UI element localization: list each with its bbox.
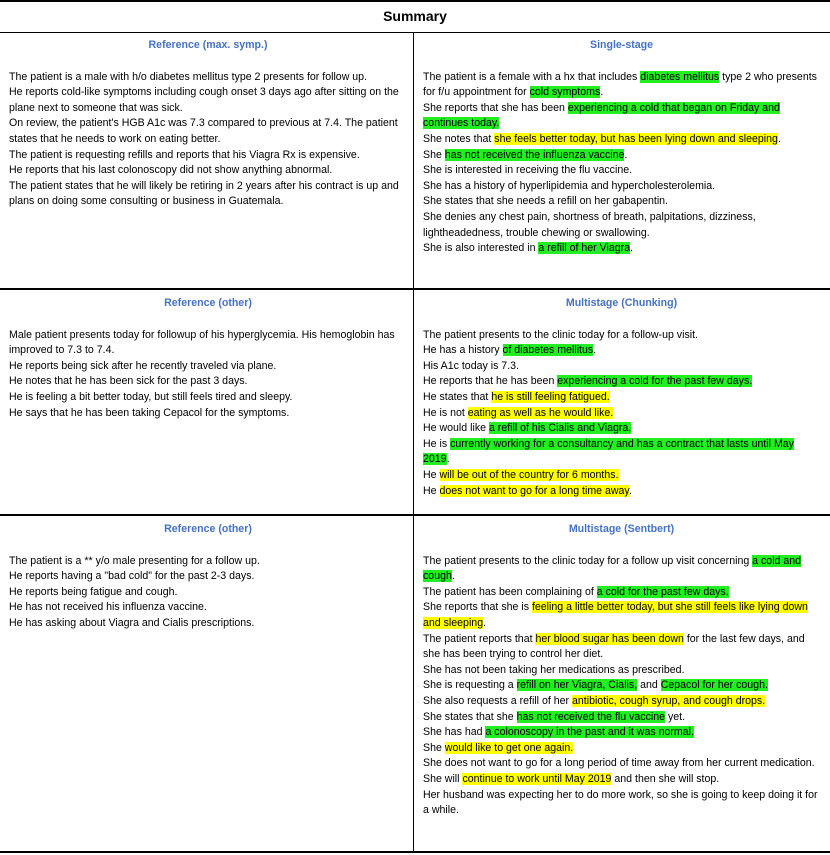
cell-multistage-chunking (423, 296, 820, 499)
sentence-line (423, 554, 820, 585)
sentence-line (9, 85, 407, 116)
sentence-line (9, 406, 407, 422)
text-segment: The patient has been complaining of (423, 585, 597, 598)
text-segment: . (451, 570, 455, 583)
green-highlight: experiencing a cold for the past few days. (557, 375, 753, 388)
text-segment: . (628, 484, 632, 497)
sentence-line (423, 741, 820, 757)
yellow-highlight: will be out of the country for 6 months. (439, 468, 619, 481)
text-segment: She does not want to go for a long period of time away from her current medication. (423, 757, 815, 770)
yellow-highlight: continue to work until May 2019 (462, 772, 612, 785)
text-segment: He reports that he has been (423, 375, 558, 388)
yellow-highlight: does not want to go for a long time away (439, 484, 629, 497)
text-segment: He has a history (423, 344, 503, 357)
sentence-line (423, 484, 820, 500)
sentence-line (423, 468, 820, 484)
text-segment: She reports that she is (423, 601, 532, 614)
cell-header: Multistage (Chunking) (565, 297, 678, 309)
text-segment: He reports cold-like symptoms including cough onset 3 days ago after sitting on the plane next to someone that was sick. (9, 86, 399, 114)
sentence-line (423, 328, 820, 344)
text-segment: She (423, 148, 445, 161)
text-segment: She (423, 741, 445, 754)
sentence-line (423, 359, 820, 375)
text-segment: The patient presents to the clinic today for a follow-up visit. (423, 328, 698, 341)
text-segment: She states that she (423, 710, 517, 723)
cell-body (9, 70, 407, 210)
text-segment: She is also interested in (423, 242, 539, 255)
cell-body (423, 328, 820, 500)
sentence-line (423, 585, 820, 601)
sentence-line (423, 772, 820, 788)
cell-header: Reference (other) (164, 523, 252, 535)
text-segment: He would like (423, 422, 489, 435)
sentence-line (9, 585, 407, 601)
cell-body (9, 328, 407, 422)
text-segment: The patient is requesting refills and reports that his Viagra Rx is expensive. (9, 148, 360, 161)
sentence-line (9, 359, 407, 375)
sentence-line (423, 179, 820, 195)
sentence-line (423, 678, 820, 694)
green-highlight: diabetes mellitus (640, 70, 720, 83)
cell-reference-max-symp (9, 38, 407, 210)
sentence-line (423, 600, 820, 631)
sentence-line (423, 194, 820, 210)
cell-header: Single-stage (590, 39, 653, 51)
text-segment: He is not (423, 406, 468, 419)
sentence-line (423, 437, 820, 468)
green-highlight: a refill of her Viagra (538, 242, 631, 255)
text-segment: She is requesting a (423, 679, 517, 692)
text-segment: . (777, 132, 781, 145)
sentence-line (423, 421, 820, 437)
cell-single-stage (423, 38, 820, 257)
cell-multistage-sentbert (423, 522, 820, 819)
green-highlight: a cold and cough (423, 554, 802, 583)
text-segment: Male patient presents today for followup of his hyperglycemia. His hemoglobin has improved to 7.3 to 7.4. (9, 328, 395, 357)
text-segment: He reports that his last colonoscopy did not show anything abnormal. (9, 164, 333, 177)
sentence-line (9, 390, 407, 406)
sentence-line (423, 390, 820, 406)
text-segment: She states that she needs a refill on her gabapentin. (423, 195, 669, 208)
yellow-highlight: he is still feeling fatigued. (491, 390, 610, 403)
text-segment: He is feeling a bit better today, but still feels tired and sleepy. (9, 390, 293, 403)
row2-divider (0, 514, 830, 516)
text-segment: He reports having a "bad cold" for the past 2-3 days. (9, 570, 255, 583)
sentence-line (9, 179, 407, 210)
sentence-line (9, 374, 407, 390)
sentence-line (423, 148, 820, 164)
row1-divider (0, 288, 830, 290)
green-highlight: a refill of his Cialis and Viagra. (488, 422, 632, 435)
yellow-highlight: feeling a little better today, but she still feels like lying down and sleeping (423, 601, 808, 629)
cell-reference-other-2 (9, 522, 407, 632)
green-highlight: refill on her Viagra, Cialis, (516, 679, 638, 692)
sentence-line (423, 788, 820, 819)
sentence-line (423, 406, 820, 422)
text-segment: The patient is a male with h/o diabetes mellitus type 2 presents for follow up. (9, 70, 368, 83)
text-segment: She reports that she has been (423, 101, 568, 114)
text-segment: The patient presents to the clinic today for a follow up visit concerning (423, 554, 753, 567)
text-segment: He has not received his influenza vaccine. (9, 601, 207, 614)
text-segment: The patient states that he will likely be retiring in 2 years after his contract is up and plans on doing some consulting or business in Guatemala. (9, 179, 399, 208)
text-segment: . (600, 86, 604, 99)
sentence-line (9, 600, 407, 616)
cell-body (423, 554, 820, 819)
green-highlight: of diabetes mellitus (502, 344, 594, 357)
text-segment: . (593, 344, 597, 357)
text-segment: He reports being fatigue and cough. (9, 585, 178, 598)
table-top-border (0, 0, 830, 2)
text-segment: She denies any chest pain, shortness of breath, palpitations, dizziness, lightheadedness, trouble chewing or swallowing. (423, 210, 756, 239)
text-segment: . (446, 453, 450, 466)
sentence-line (423, 70, 820, 101)
text-segment: She also requests a refill of her (423, 694, 572, 707)
text-segment: She is interested in receiving the flu vaccine. (423, 164, 633, 177)
yellow-highlight: she feels better today, but has been lying down and sleeping (494, 132, 778, 145)
text-segment: He reports being sick after he recently traveled via plane. (9, 359, 277, 372)
text-segment: The patient is a female with a hx that includes (423, 70, 641, 83)
sentence-line (423, 710, 820, 726)
sentence-line (423, 163, 820, 179)
text-segment: She has a history of hyperlipidemia and hypercholesterolemia. (423, 179, 716, 192)
text-segment: He is (423, 437, 451, 450)
sentence-line (423, 694, 820, 710)
text-segment: . (630, 242, 634, 255)
green-highlight: Cepacol for her cough. (660, 679, 768, 692)
sentence-line (9, 70, 407, 86)
text-segment: He says that he has been taking Cepacol for the symptoms. (9, 406, 290, 419)
text-segment: He (423, 468, 440, 481)
sentence-line (9, 569, 407, 585)
text-segment: He states that (423, 390, 492, 403)
title-divider (0, 32, 830, 33)
text-segment: He has asking about Viagra and Cialis prescriptions. (9, 616, 255, 629)
text-segment: On review, the patient's HGB A1c was 7.3 compared to previous at 7.4. The patient states that he needs to work on eating better. (9, 117, 398, 145)
sentence-line (9, 616, 407, 632)
text-segment: . (624, 148, 628, 161)
text-segment: and (637, 679, 661, 692)
cell-body (9, 554, 407, 632)
sentence-line (9, 163, 407, 179)
sentence-line (423, 343, 820, 359)
cell-body (423, 70, 820, 257)
text-segment: for the last few days, and she has been trying to control her diet. (423, 632, 805, 661)
text-segment: He (423, 484, 440, 497)
sentence-line (423, 725, 820, 741)
green-highlight: a cold for the past few days. (596, 585, 729, 598)
text-segment: . (483, 616, 487, 629)
green-highlight: currently working for a consultancy and has a contract that lasts until May 2019 (423, 437, 794, 466)
sentence-line (423, 374, 820, 390)
column-divider (413, 32, 414, 852)
text-segment: The patient is a ** y/o male presenting for a follow up. (9, 554, 260, 567)
sentence-line (423, 101, 820, 132)
cell-reference-other-1 (9, 296, 407, 421)
table-bottom-border (0, 851, 830, 853)
text-segment: yet. (665, 710, 686, 723)
text-segment: Her husband was expecting her to do more work, so she is going to keep doing it for a while. (423, 788, 818, 817)
table-title: Summary (383, 8, 447, 24)
cell-header: Reference (max. symp.) (148, 39, 268, 51)
green-highlight: cold symptoms (529, 86, 601, 99)
yellow-highlight: eating as well as he would like. (467, 406, 614, 419)
cell-header: Multistage (Sentbert) (568, 523, 675, 535)
sentence-line (423, 663, 820, 679)
yellow-highlight: her blood sugar has been down (535, 632, 684, 645)
text-segment: He notes that he has been sick for the past 3 days. (9, 375, 248, 388)
text-segment: She will (423, 772, 463, 785)
text-segment: and then she will stop. (611, 772, 720, 785)
sentence-line (423, 241, 820, 257)
sentence-line (9, 116, 407, 147)
sentence-line (423, 132, 820, 148)
sentence-line (423, 210, 820, 241)
text-segment: His A1c today is 7.3. (423, 359, 519, 372)
text-segment: She has had (423, 726, 486, 739)
sentence-line (9, 554, 407, 570)
green-highlight: has not received the flu vaccine (516, 710, 666, 723)
text-segment: type 2 who presents for f/u appointment for (423, 70, 817, 99)
sentence-line (423, 756, 820, 772)
green-highlight: a colonoscopy in the past and it was normal. (485, 726, 694, 739)
green-highlight: has not received the influenza vaccine (444, 148, 625, 161)
sentence-line (9, 148, 407, 164)
sentence-line (423, 632, 820, 663)
text-segment: She notes that (423, 132, 495, 145)
yellow-highlight: would like to get one again. (444, 741, 574, 754)
text-segment: She has not been taking her medications as prescribed. (423, 663, 685, 676)
sentence-line (9, 328, 407, 359)
yellow-highlight: antibiotic, cough syrup, and cough drops. (571, 694, 766, 707)
green-highlight: experiencing a cold that began on Friday and continues today. (423, 101, 780, 130)
cell-header: Reference (other) (164, 297, 252, 309)
text-segment: The patient reports that (423, 632, 536, 645)
